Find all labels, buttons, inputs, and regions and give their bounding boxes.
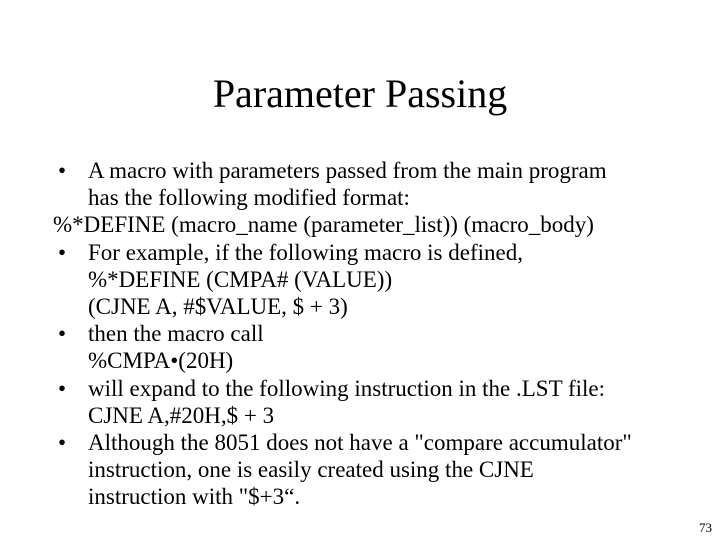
- text-line: [58, 266, 698, 293]
- page-number: 73: [699, 520, 712, 535]
- text-line: [58, 184, 698, 211]
- bullet-line: [58, 157, 698, 184]
- line-text: instruction with "$+3“.: [88, 484, 301, 510]
- text-line: [58, 347, 698, 374]
- line-text: instruction, one is easily created using the CJNE: [88, 457, 534, 483]
- slide-title: Parameter Passing: [212, 71, 508, 116]
- line-text: %*DEFINE (macro_name (parameter_list)) (macro_body): [53, 212, 594, 238]
- bullet-icon: •: [58, 158, 67, 183]
- slide-body: [53, 157, 698, 510]
- line-text: For example, if the following macro is defined,: [88, 239, 523, 265]
- line-text: (CJNE A, #$VALUE, $ + 3): [88, 293, 348, 319]
- bullet-icon: •: [58, 429, 67, 455]
- bullet-icon: •: [58, 375, 67, 401]
- text-line: [53, 211, 698, 238]
- bullet-icon: •: [58, 239, 67, 265]
- line-text: %*DEFINE (CMPA# (VALUE)): [88, 266, 393, 292]
- text-line: [58, 456, 698, 483]
- line-text: will expand to the following instruction in the .LST file:: [88, 375, 606, 401]
- bullet-line: [58, 320, 698, 347]
- line-text: then the macro call: [88, 321, 264, 347]
- text-line: [58, 293, 698, 320]
- line-text: Although the 8051 does not have a "compare accumulator": [88, 429, 632, 455]
- bullet-line: [58, 239, 698, 266]
- line-text: A macro with parameters passed from the main program: [88, 158, 607, 183]
- line-text: CJNE A,#20H,$ + 3: [88, 402, 275, 428]
- line-text: %CMPA•(20H): [88, 348, 234, 374]
- bullet-line: [58, 375, 698, 402]
- bullet-line: [58, 429, 698, 456]
- bullet-icon: •: [58, 321, 67, 347]
- line-text: has the following modified format:: [88, 185, 410, 211]
- text-line: [58, 483, 698, 510]
- text-line: [58, 402, 698, 429]
